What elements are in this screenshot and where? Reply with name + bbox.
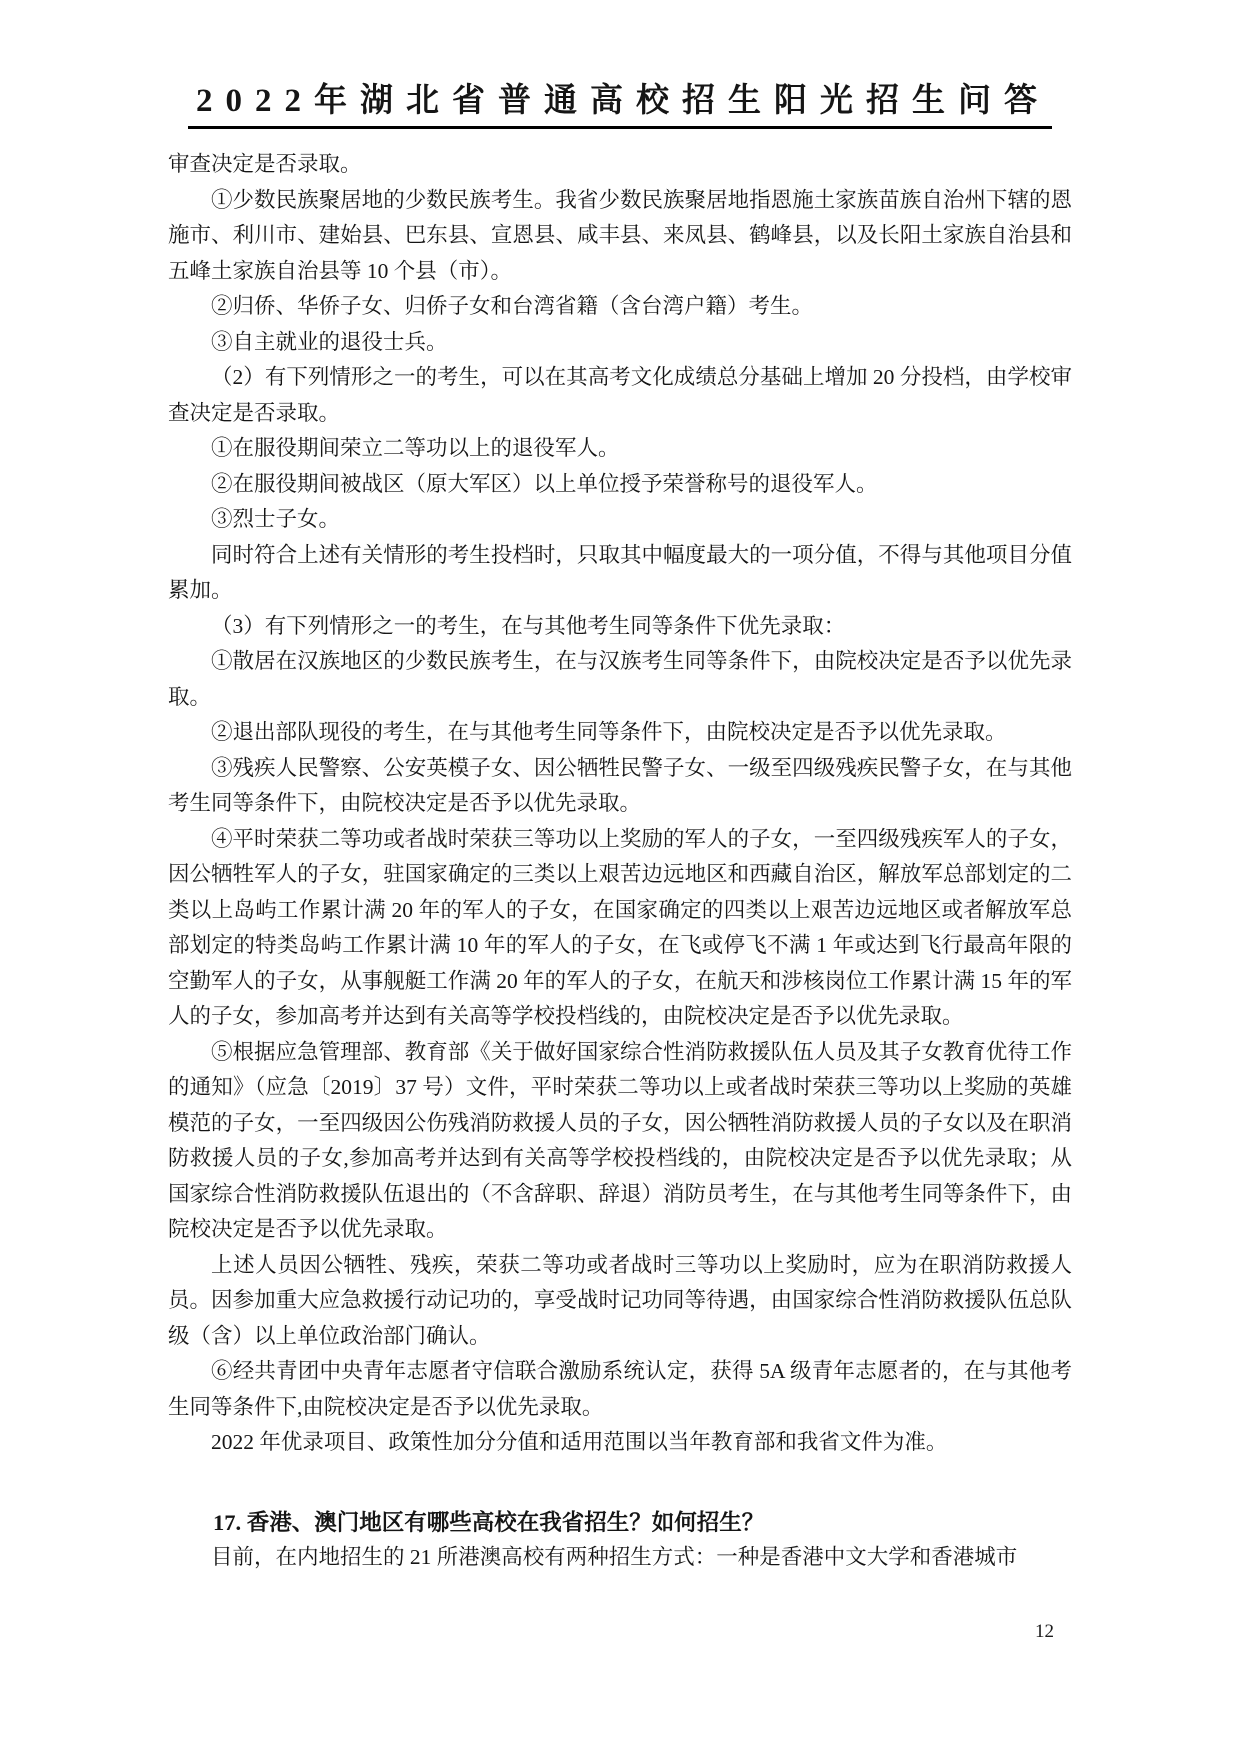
paragraph: 2022 年优录项目、政策性加分分值和适用范围以当年教育部和我省文件为准。 xyxy=(211,1430,948,1454)
paragraph: 上述人员因公牺牲、残疾，荣获二等功或者战时三等功以上奖励时，应为在职消防救援人员。因参加重大应急救援行动记功的，享受战时记功同等待遇，由国家综合性消防救援队伍总队级（含）以上单位政治部门确认。 xyxy=(168,1252,1072,1348)
paragraph: ①少数民族聚居地的少数民族考生。我省少数民族聚居地指恩施土家族苗族自治州下辖的恩施市、利川市、建始县、巴东县、宣恩县、咸丰县、来凤县、鹤峰县，以及长阳土家族自治县和五峰土家族自治县等 10 个县（市）。 xyxy=(168,187,1072,283)
paragraph: ③残疾人民警察、公安英模子女、因公牺牲民警子女、一级至四级残疾民警子女，在与其他考生同等条件下，由院校决定是否予以优先录取。 xyxy=(168,755,1072,815)
paragraph: ④平时荣获二等功或者战时荣获三等功以上奖励的军人的子女，一至四级残疾军人的子女，因公牺牲军人的子女，驻国家确定的三类以上艰苦边远地区和西藏自治区，解放军总部划定的二类以上岛屿工作累计满 20 年的军人的子女，在国家确定的四类以上艰苦边远地区或者解放军总部划定的特类岛屿工作累计满 10 年的军人的子女，在飞或停飞不满 1 年或达到飞行最高年限的空勤军人的子女，从事舰艇工作满 20 年的军人的子女，在航天和涉核岗位工作累计满 15 年的军人的子女，参加高考并达到有关高等学校投档线的，由院校决定是否予以优先录取。 xyxy=(168,826,1072,1028)
paragraph: ⑥经共青团中央青年志愿者守信联合激励系统认定，获得 5A 级青年志愿者的，在与其他考生同等条件下,由院校决定是否予以优先录取。 xyxy=(168,1359,1072,1419)
paragraph: （3）有下列情形之一的考生，在与其他考生同等条件下优先录取： xyxy=(211,613,846,638)
page-number: 12 xyxy=(1035,1621,1054,1642)
document-header xyxy=(0,0,1240,129)
paragraph: ②退出部队现役的考生，在与其他考生同等条件下，由院校决定是否予以优先录取。 xyxy=(211,720,1007,744)
paragraph: 同时符合上述有关情形的考生投档时，只取其中幅度最大的一项分值，不得与其他项目分值累加。 xyxy=(168,542,1072,602)
paragraph: ②归侨、华侨子女、归侨子女和台湾省籍（含台湾户籍）考生。 xyxy=(211,294,814,318)
paragraph: ①散居在汉族地区的少数民族考生，在与汉族考生同等条件下，由院校决定是否予以优先录取。 xyxy=(168,649,1072,709)
page-title: 2022年湖北省普通高校招生阳光招生问答 xyxy=(188,74,1052,129)
paragraph: ②在服役期间被战区（原大军区）以上单位授予荣誉称号的退役军人。 xyxy=(211,471,878,496)
paragraph: 审查决定是否录取。 xyxy=(168,152,362,176)
paragraph: ⑤根据应急管理部、教育部《关于做好国家综合性消防救援队伍人员及其子女教育优待工作的通知》（应急〔2019〕37 号）文件，平时荣获二等功以上或者战时荣获三等功以上奖励的英雄模范的子女，一至四级因公伤残消防救援人员的子女，因公牺牲消防救援人员的子女以及在职消防救援人员的子女,参加高考并达到有关高等学校投档线的，由院校决定是否予以优先录取；从国家综合性消防救援队伍退出的（不含辞职、辞退）消防员考生，在与其他考生同等条件下，由院校决定是否予以优先录取。 xyxy=(168,1039,1072,1241)
paragraph: （2）有下列情形之一的考生，可以在其高考文化成绩总分基础上增加 20 分投档，由学校审查决定是否录取。 xyxy=(168,365,1072,425)
paragraph: ③烈士子女。 xyxy=(211,507,341,531)
paragraph: ①在服役期间荣立二等功以上的退役军人。 xyxy=(211,436,620,460)
document-body xyxy=(168,147,1072,1576)
paragraph: 目前，在内地招生的 21 所港澳高校有两种招生方式：一种是香港中文大学和香港城市 xyxy=(211,1545,1018,1569)
section-heading-q17: 17. 香港、澳门地区有哪些高校在我省招生？如何招生？ xyxy=(213,1509,765,1535)
paragraph: ③自主就业的退役士兵。 xyxy=(211,329,448,354)
